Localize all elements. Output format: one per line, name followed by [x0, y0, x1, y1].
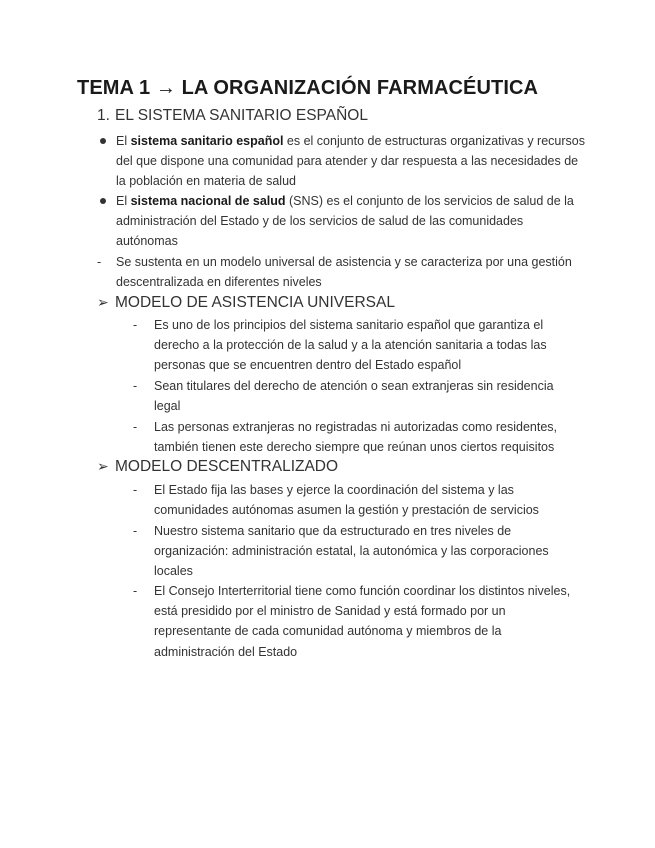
bullet-item-sistema-nacional [97, 191, 587, 252]
dash-marker: - [133, 483, 138, 497]
subsection-heading-descentralizado [97, 458, 338, 476]
dash-marker: - [97, 255, 102, 269]
dash-item-text: El Consejo Interterritorial tiene como función coordinar los distintos niveles, está presidido por el ministro de Sanidad y está formado por un representante de cada comunidad autónoma y miembros de la administración del Estado [154, 584, 571, 659]
bullet-item-text: El sistema nacional de salud (SNS) es el conjunto de los servicios de salud de la administración del Estado y de los servicios de salud de las comunidades autónomas [116, 194, 574, 249]
page-title: TEMA 1 → LA ORGANIZACIÓN FARMACÉUTICA [77, 77, 539, 99]
dash-marker: - [133, 524, 138, 538]
bullet-item-text: El sistema sanitario español es el conjunto de estructuras organizativas y recursos del que dispone una comunidad para atender y dar respuesta a las necesidades de la población en materia de salud [116, 134, 585, 189]
dash-item-text: Las personas extranjeras no registradas ni autorizadas como residentes, también tienen este derecho siempre que reúnan unos ciertos requisitos [154, 420, 557, 455]
dash-marker: - [133, 379, 138, 393]
section-heading-text: EL SISTEMA SANITARIO ESPAÑOL [115, 107, 368, 124]
dash-item-text: Es uno de los principios del sistema sanitario español que garantiza el derecho a la protección de la salud y a la atención sanitaria a todas las personas que se encuentren dentro del Estado español [154, 318, 547, 373]
arrow-bullet-icon: ➢ [97, 458, 109, 474]
dash-item-sustenta [97, 252, 587, 292]
dash-item-principios [133, 315, 583, 376]
section-number: 1. [97, 107, 110, 124]
dash-marker: - [133, 420, 138, 434]
subsection-heading-text: MODELO DESCENTRALIZADO [115, 458, 339, 475]
bullet-dot-icon [100, 198, 106, 204]
dash-item-text: El Estado fija las bases y ejerce la coordinación del sistema y las comunidades autónomas asumen la gestión y prestación de servicios [154, 483, 539, 518]
dash-item-estado-bases [133, 480, 583, 520]
section-heading-1 [97, 107, 368, 125]
dash-marker: - [133, 318, 138, 332]
dash-item-extranjeras [133, 417, 583, 457]
dash-item-consejo [133, 581, 583, 662]
arrow-bullet-icon: ➢ [97, 294, 109, 310]
subsection-heading-text: MODELO DE ASISTENCIA UNIVERSAL [115, 294, 395, 311]
dash-marker: - [133, 584, 138, 598]
dash-item-titulares [133, 376, 583, 416]
bullet-item-sistema-sanitario [97, 131, 587, 192]
dash-item-text: Sean titulares del derecho de atención o sean extranjeras sin residencia legal [154, 379, 554, 414]
dash-item-text: Se sustenta en un modelo universal de asistencia y se caracteriza por una gestión descentralizada en diferentes niveles [116, 255, 572, 290]
subsection-heading-asistencia-universal [97, 294, 395, 312]
bullet-dot-icon [100, 138, 106, 144]
dash-item-niveles [133, 521, 583, 582]
dash-item-text: Nuestro sistema sanitario que da estructurado en tres niveles de organización: administración estatal, la autonómica y las corporaciones locales [154, 524, 549, 579]
